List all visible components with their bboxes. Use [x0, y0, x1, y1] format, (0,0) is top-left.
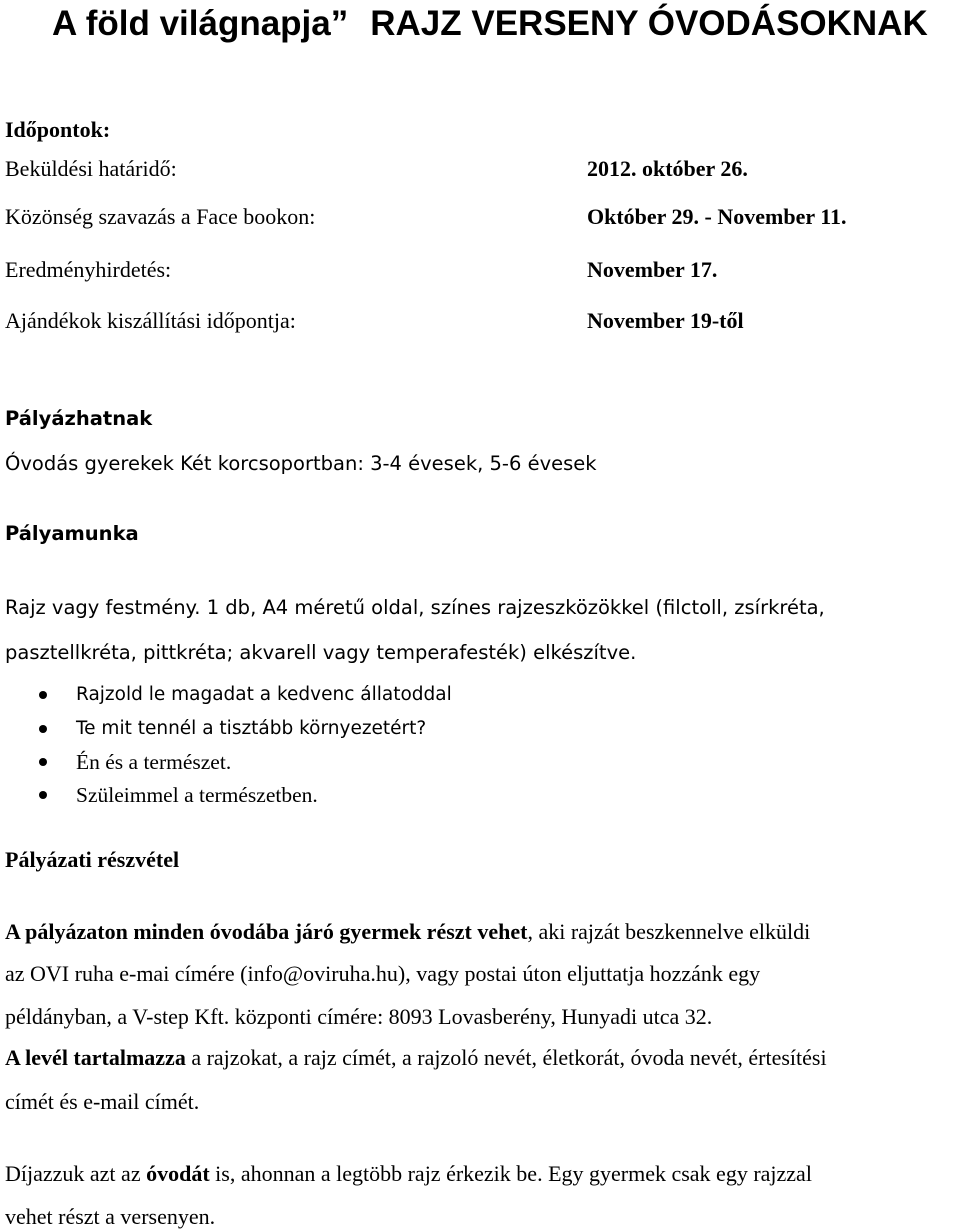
list-item — [0, 680, 960, 714]
eligibility-text: Óvodás gyerekek Két korcsoportban: 3-4 évesek, 5-6 évesek — [5, 452, 597, 475]
award-text-rest: is, ahonnan a legtöbb rajz érkezik be. Egy gyermek csak egy rajzzal — [209, 1161, 812, 1186]
participation-paragraph-2-line-2: címét és e-mail címét. — [5, 1089, 200, 1114]
letter-contents-rest: a rajzokat, a rajz címét, a rajzoló nevét, életkorát, óvoda nevét, értesítési — [185, 1045, 827, 1070]
topic-text: Rajzold le magadat a kedvenc állatoddal — [76, 684, 452, 705]
topic-text: Te mit tennél a tisztább környezetért? — [76, 718, 427, 739]
participation-paragraph-1-line-2: az OVI ruha e-mai címére (info@oviruha.hu), vagy postai úton eljuttatja hozzánk egy — [5, 961, 761, 986]
work-heading: Pályamunka — [5, 522, 139, 545]
participation-eligibility-bold: A pályázaton minden óvodába járó gyermek részt vehet — [5, 919, 528, 944]
list-item — [0, 780, 960, 814]
award-text-bold: óvodát — [146, 1161, 210, 1186]
work-text-line-2: pasztellkréta, pittkréta; akvarell vagy temperafesték) elkészítve. — [5, 641, 637, 664]
topic-text: Én és a természet. — [76, 750, 232, 774]
eligibility-heading: Pályázhatnak — [5, 407, 153, 430]
bullet-icon — [39, 791, 47, 799]
participation-paragraph-2-line-1 — [5, 1044, 827, 1072]
topic-list — [0, 680, 960, 814]
schedule-label-voting: Közönség szavazás a Face bookon: — [5, 204, 316, 229]
schedule-value-deadline: 2012. október 26. — [587, 156, 748, 181]
bullet-icon — [39, 691, 47, 699]
document-title — [52, 0, 960, 48]
bullet-icon — [39, 725, 47, 733]
participation-heading: Pályázati részvétel — [5, 847, 180, 872]
schedule-label-deadline: Beküldési határidő: — [5, 156, 177, 181]
participation-eligibility-rest: , aki rajzát beszkennelve elküldi — [527, 919, 811, 944]
participation-paragraph-3-line-1 — [5, 1160, 812, 1188]
schedule-value-results: November 17. — [587, 257, 718, 282]
topic-text: Szüleimmel a természetben. — [76, 783, 318, 807]
document-title-right: RAJZ VERSENY ÓVODÁSOKNAK — [370, 4, 928, 43]
document-title-left: A föld világnapja” — [52, 4, 349, 43]
work-text-line-1: Rajz vagy festmény. 1 db, A4 méretű oldal, színes rajzeszközökkel (filctoll, zsírkréta, — [5, 596, 825, 619]
schedule-label-results: Eredményhirdetés: — [5, 257, 172, 282]
letter-contents-bold: A levél tartalmazza — [5, 1045, 186, 1070]
participation-paragraph-1-line-3: példányban, a V-step Kft. központi címére: 8093 Lovasberény, Hunyadi utca 32. — [5, 1004, 713, 1029]
bullet-icon — [39, 758, 47, 766]
participation-paragraph-3-line-2: vehet részt a versenyen. — [5, 1204, 216, 1229]
schedule-value-voting: Október 29. - November 11. — [587, 204, 847, 229]
participation-paragraph-1-line-1 — [5, 918, 810, 946]
schedule-label-delivery: Ajándékok kiszállítási időpontja: — [5, 308, 296, 333]
schedule-heading: Időpontok: — [5, 117, 111, 142]
list-item — [0, 747, 960, 780]
schedule-value-delivery: November 19-től — [587, 308, 744, 333]
award-text-start: Díjazzuk azt az — [5, 1161, 147, 1186]
list-item — [0, 714, 960, 747]
